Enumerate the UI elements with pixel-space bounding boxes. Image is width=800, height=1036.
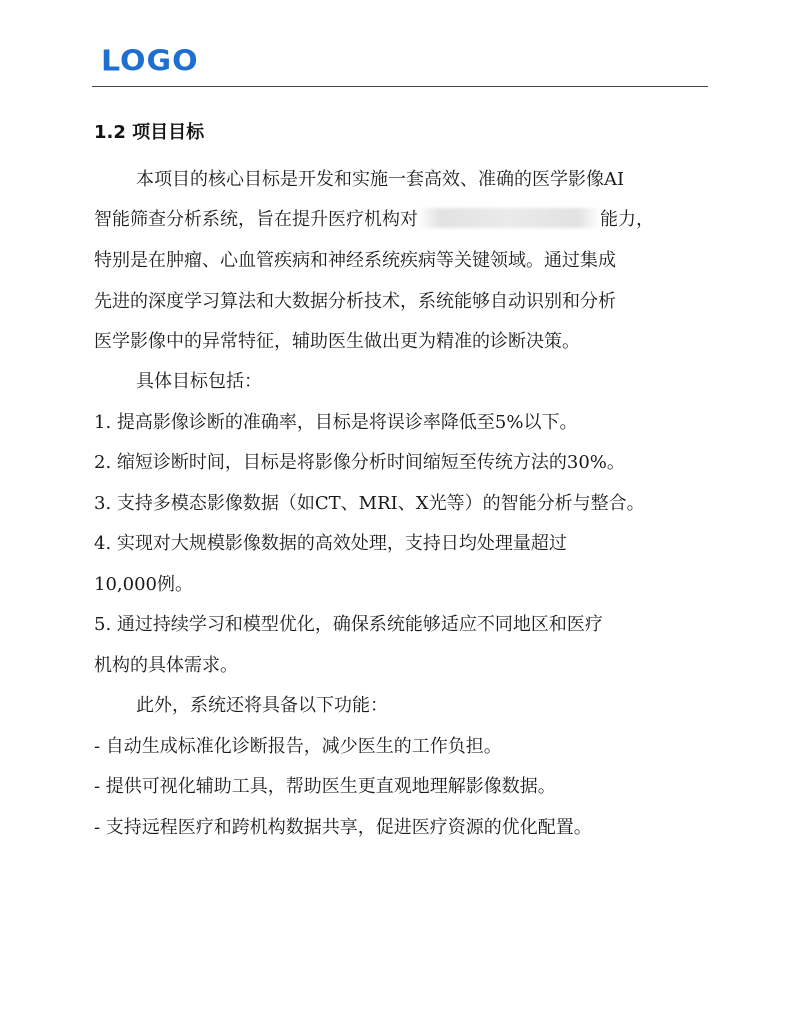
intro-line-1: 本项目的核心目标是开发和实施一套高效、准确的医学影像AI bbox=[136, 169, 625, 190]
intro-line-3: 特别是在肿瘤、心血管疾病和神经系统疾病等关键领域。通过集成 bbox=[94, 250, 616, 271]
goal-item-3: 3. 支持多模态影像数据（如CT、MRI、X光等）的智能分析与整合。 bbox=[94, 493, 645, 514]
goal-item-4-line-2: 10,000例。 bbox=[94, 574, 193, 595]
redacted-text-block bbox=[418, 208, 600, 228]
goal-item-4-line-1: 4. 实现对大规模影像数据的高效处理，支持日均处理量超过 bbox=[94, 533, 567, 554]
feature-item-2: - 提供可视化辅助工具，帮助医生更直观地理解影像数据。 bbox=[94, 776, 556, 797]
intro-line-2-end: 能力， bbox=[600, 209, 654, 230]
section-title: 1.2 项目目标 bbox=[94, 122, 205, 143]
goal-item-5-line-2: 机构的具体需求。 bbox=[94, 655, 238, 676]
feature-item-1: - 自动生成标准化诊断报告，减少医生的工作负担。 bbox=[94, 736, 502, 757]
features-intro: 此外，系统还将具备以下功能： bbox=[136, 695, 388, 716]
goal-item-1: 1. 提高影像诊断的准确率，目标是将误诊率降低至5%以下。 bbox=[94, 412, 578, 433]
page-header bbox=[0, 0, 800, 90]
header-divider bbox=[92, 86, 708, 87]
feature-item-3: - 支持远程医疗和跨机构数据共享，促进医疗资源的优化配置。 bbox=[94, 817, 592, 838]
goal-item-2: 2. 缩短诊断时间，目标是将影像分析时间缩短至传统方法的30%。 bbox=[94, 452, 625, 473]
intro-line-2 bbox=[94, 208, 654, 232]
intro-line-5: 医学影像中的异常特征，辅助医生做出更为精准的诊断决策。 bbox=[94, 331, 580, 352]
goals-intro: 具体目标包括： bbox=[136, 371, 262, 392]
company-logo: LOGO bbox=[101, 44, 199, 79]
intro-line-4: 先进的深度学习算法和大数据分析技术，系统能够自动识别和分析 bbox=[94, 291, 616, 312]
goal-item-5-line-1: 5. 通过持续学习和模型优化，确保系统能够适应不同地区和医疗 bbox=[94, 614, 603, 635]
intro-line-2-start: 智能筛查分析系统，旨在提升医疗机构对 bbox=[94, 209, 418, 230]
